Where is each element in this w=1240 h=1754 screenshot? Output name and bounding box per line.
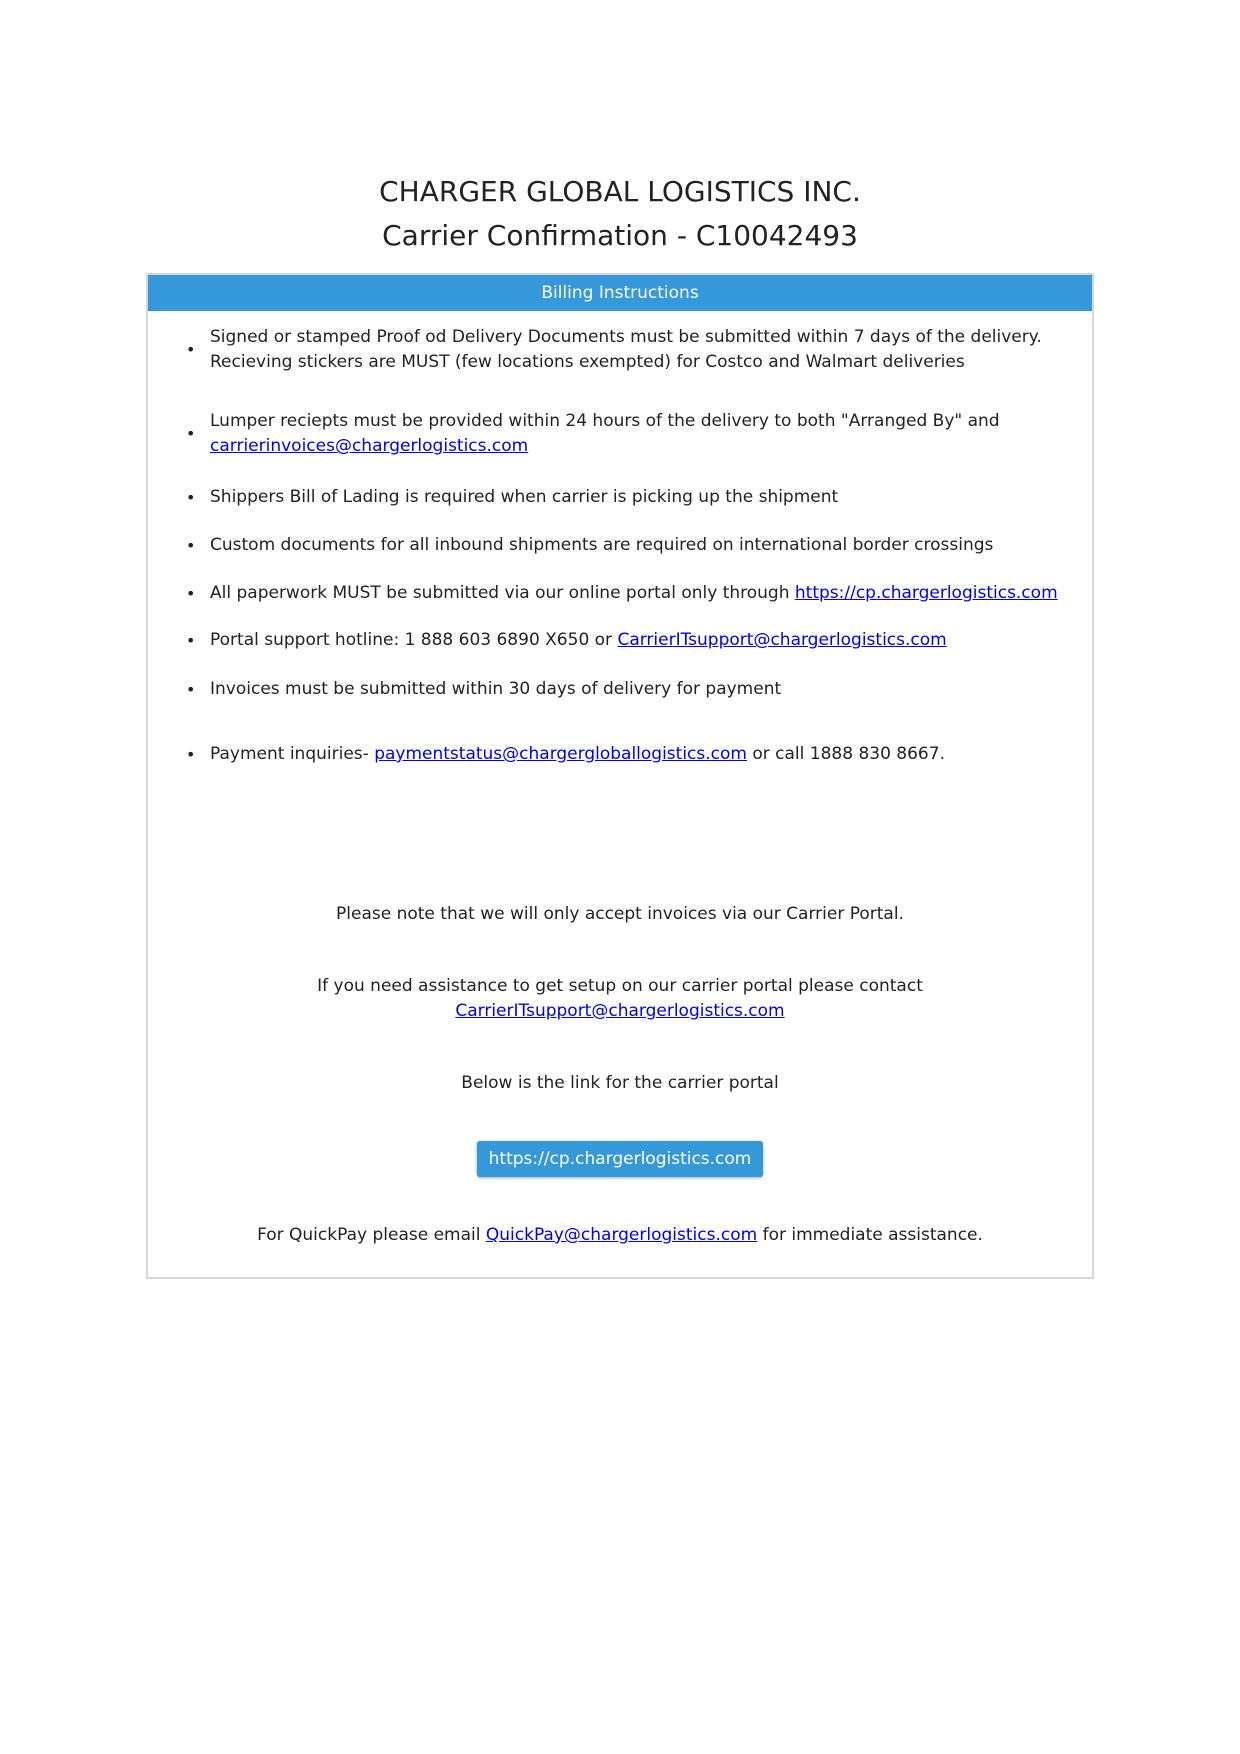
pod-line-2: Recieving stickers are MUST (few locations exempted) for Costco and Walmart deliveries <box>210 352 965 372</box>
lumper-text: Lumper reciepts must be provided within 24 hours of the delivery to both "Arranged By" and <box>210 411 1000 431</box>
invoices-text: Invoices must be submitted within 30 days of delivery for payment <box>210 679 782 699</box>
bullet-icon: • <box>186 631 196 650</box>
company-name: CHARGER GLOBAL LOGISTICS INC. <box>379 175 861 208</box>
list-item-lumper <box>186 409 1060 459</box>
list-item-pod <box>186 325 1060 375</box>
assistance-text: If you need assistance to get setup on our carrier portal please contact <box>317 976 923 996</box>
carrier-portal-button[interactable]: https://cp.chargerlogistics.com <box>477 1141 764 1177</box>
accept-note-text: Please note that we will only accept invoices via our Carrier Portal. <box>336 904 904 924</box>
bullet-icon: • <box>186 584 196 603</box>
confirmation-title: Carrier Confirmation - C10042493 <box>382 219 858 252</box>
list-item-customs <box>186 533 1060 558</box>
bullet-icon: • <box>186 680 196 699</box>
list-item-bol <box>186 485 1060 510</box>
payment-status-email-link[interactable]: paymentstatus@chargergloballogistics.com <box>374 744 747 764</box>
carrier-portal-link[interactable]: https://cp.chargerlogistics.com <box>794 583 1058 603</box>
carrier-invoices-email-link[interactable]: carrierinvoices@chargerlogistics.com <box>210 436 529 456</box>
bullet-icon: • <box>186 536 196 555</box>
assistance-note <box>148 974 1092 1024</box>
pod-line-1: Signed or stamped Proof od Delivery Documents must be submitted within 7 days of the delivery. <box>210 327 1042 347</box>
portal-button-row <box>148 1141 1092 1177</box>
quickpay-text: For QuickPay please email <box>257 1225 486 1245</box>
payment-text: Payment inquiries- <box>210 744 375 764</box>
portal-intro <box>148 1071 1092 1096</box>
bol-text: Shippers Bill of Lading is required when carrier is picking up the shipment <box>210 487 839 507</box>
portal-intro-text: Below is the link for the carrier portal <box>461 1073 779 1093</box>
it-support-email-link[interactable]: CarrierITsupport@chargerlogistics.com <box>617 630 947 650</box>
quickpay-note <box>148 1223 1092 1248</box>
payment-tail-text: or call 1888 830 8667. <box>746 744 945 764</box>
accept-note <box>148 902 1092 927</box>
assistance-email-link[interactable]: CarrierITsupport@chargerlogistics.com <box>455 1001 785 1021</box>
quickpay-tail-text: for immediate assistance. <box>757 1225 983 1245</box>
list-item-invoices <box>186 677 1060 702</box>
customs-text: Custom documents for all inbound shipments are required on international border crossings <box>210 535 994 555</box>
list-item-payment <box>186 742 1060 767</box>
quickpay-email-link[interactable]: QuickPay@chargerlogistics.com <box>485 1225 758 1245</box>
bullet-icon: • <box>186 424 196 443</box>
paperwork-text: All paperwork MUST be submitted via our online portal only through <box>210 583 795 603</box>
document-header <box>0 172 1240 256</box>
list-item-paperwork <box>186 581 1060 606</box>
list-item-hotline <box>186 628 1060 653</box>
hotline-text: Portal support hotline: 1 888 603 6890 X650 or <box>210 630 618 650</box>
bullet-icon: • <box>186 488 196 507</box>
bullet-icon: • <box>186 340 196 359</box>
panel-title: Billing Instructions <box>148 275 1092 311</box>
bullet-icon: • <box>186 745 196 764</box>
billing-instructions-panel <box>146 273 1094 1279</box>
